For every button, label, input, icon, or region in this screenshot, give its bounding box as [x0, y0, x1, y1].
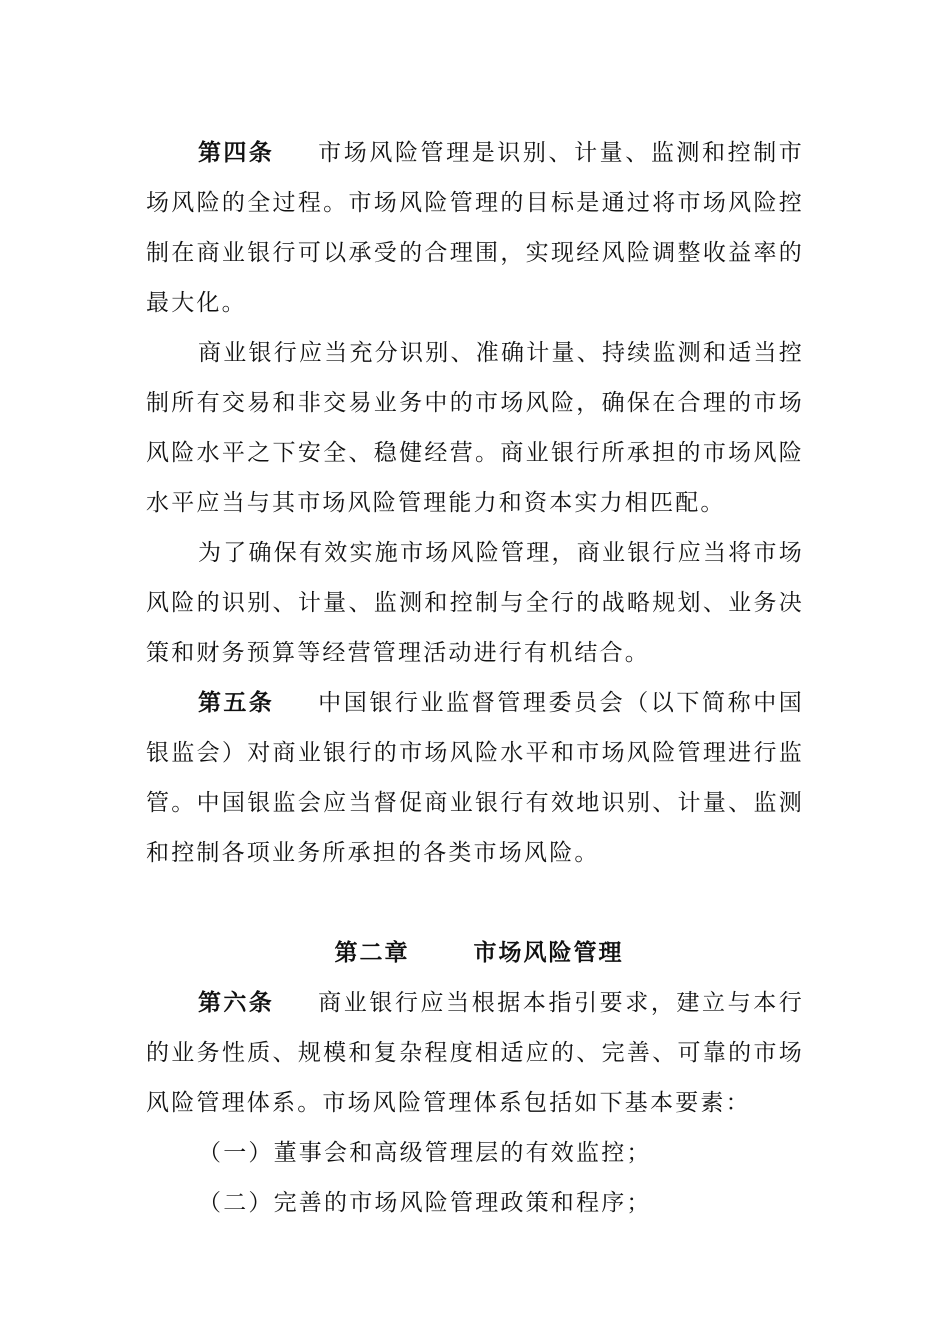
- article-6-paragraph-1: [146, 978, 804, 1128]
- chapter-heading: [146, 928, 804, 978]
- article-5-paragraph-1: [146, 678, 804, 878]
- list-item: （二）完善的市场风险管理政策和程序；: [198, 1190, 652, 1216]
- list-item: （一）董事会和高级管理层的有效监控；: [198, 1140, 652, 1166]
- article-4-paragraph-1: [146, 128, 804, 328]
- article-4-paragraph-2: 商业银行应当充分识别、准确计量、持续监测和适当控制所有交易和非交易业务中的市场风险，确保在合理的市场风险水平之下安全、稳健经营。商业银行所承担的市场风险水平应当与其市场风险管理能力和资本实力相匹配。: [146, 340, 804, 516]
- chapter-title: 市场风险管理: [473, 940, 624, 966]
- article-4-text-1: 市场风险管理是识别、计量、监测和控制市场风险的全过程。市场风险管理的目标是通过将市场风险控制在商业银行可以承受的合理围，实现经风险调整收益率的最大化。: [146, 140, 804, 316]
- article-6-text-1: 商业银行应当根据本指引要求，建立与本行的业务性质、规模和复杂程度相适应的、完善、可靠的市场风险管理体系。市场风险管理体系包括如下基本要素：: [146, 990, 804, 1116]
- article-5-label: 第五条: [198, 690, 275, 716]
- article-4-paragraph-3: 为了确保有效实施市场风险管理，商业银行应当将市场风险的识别、计量、监测和控制与全行的战略规划、业务决策和财务预算等经营管理活动进行有机结合。: [146, 540, 804, 666]
- article-4-label: 第四条: [198, 140, 275, 166]
- chapter-number: 第二章: [334, 940, 410, 966]
- document-page: [146, 128, 804, 1228]
- article-5-text-1: 中国银行业监督管理委员会（以下简称中国银监会）对商业银行的市场风险水平和市场风险管理进行监管。中国银监会应当督促商业银行有效地识别、计量、监测和控制各项业务所承担的各类市场风险。: [146, 690, 804, 866]
- article-6-label: 第六条: [198, 990, 275, 1016]
